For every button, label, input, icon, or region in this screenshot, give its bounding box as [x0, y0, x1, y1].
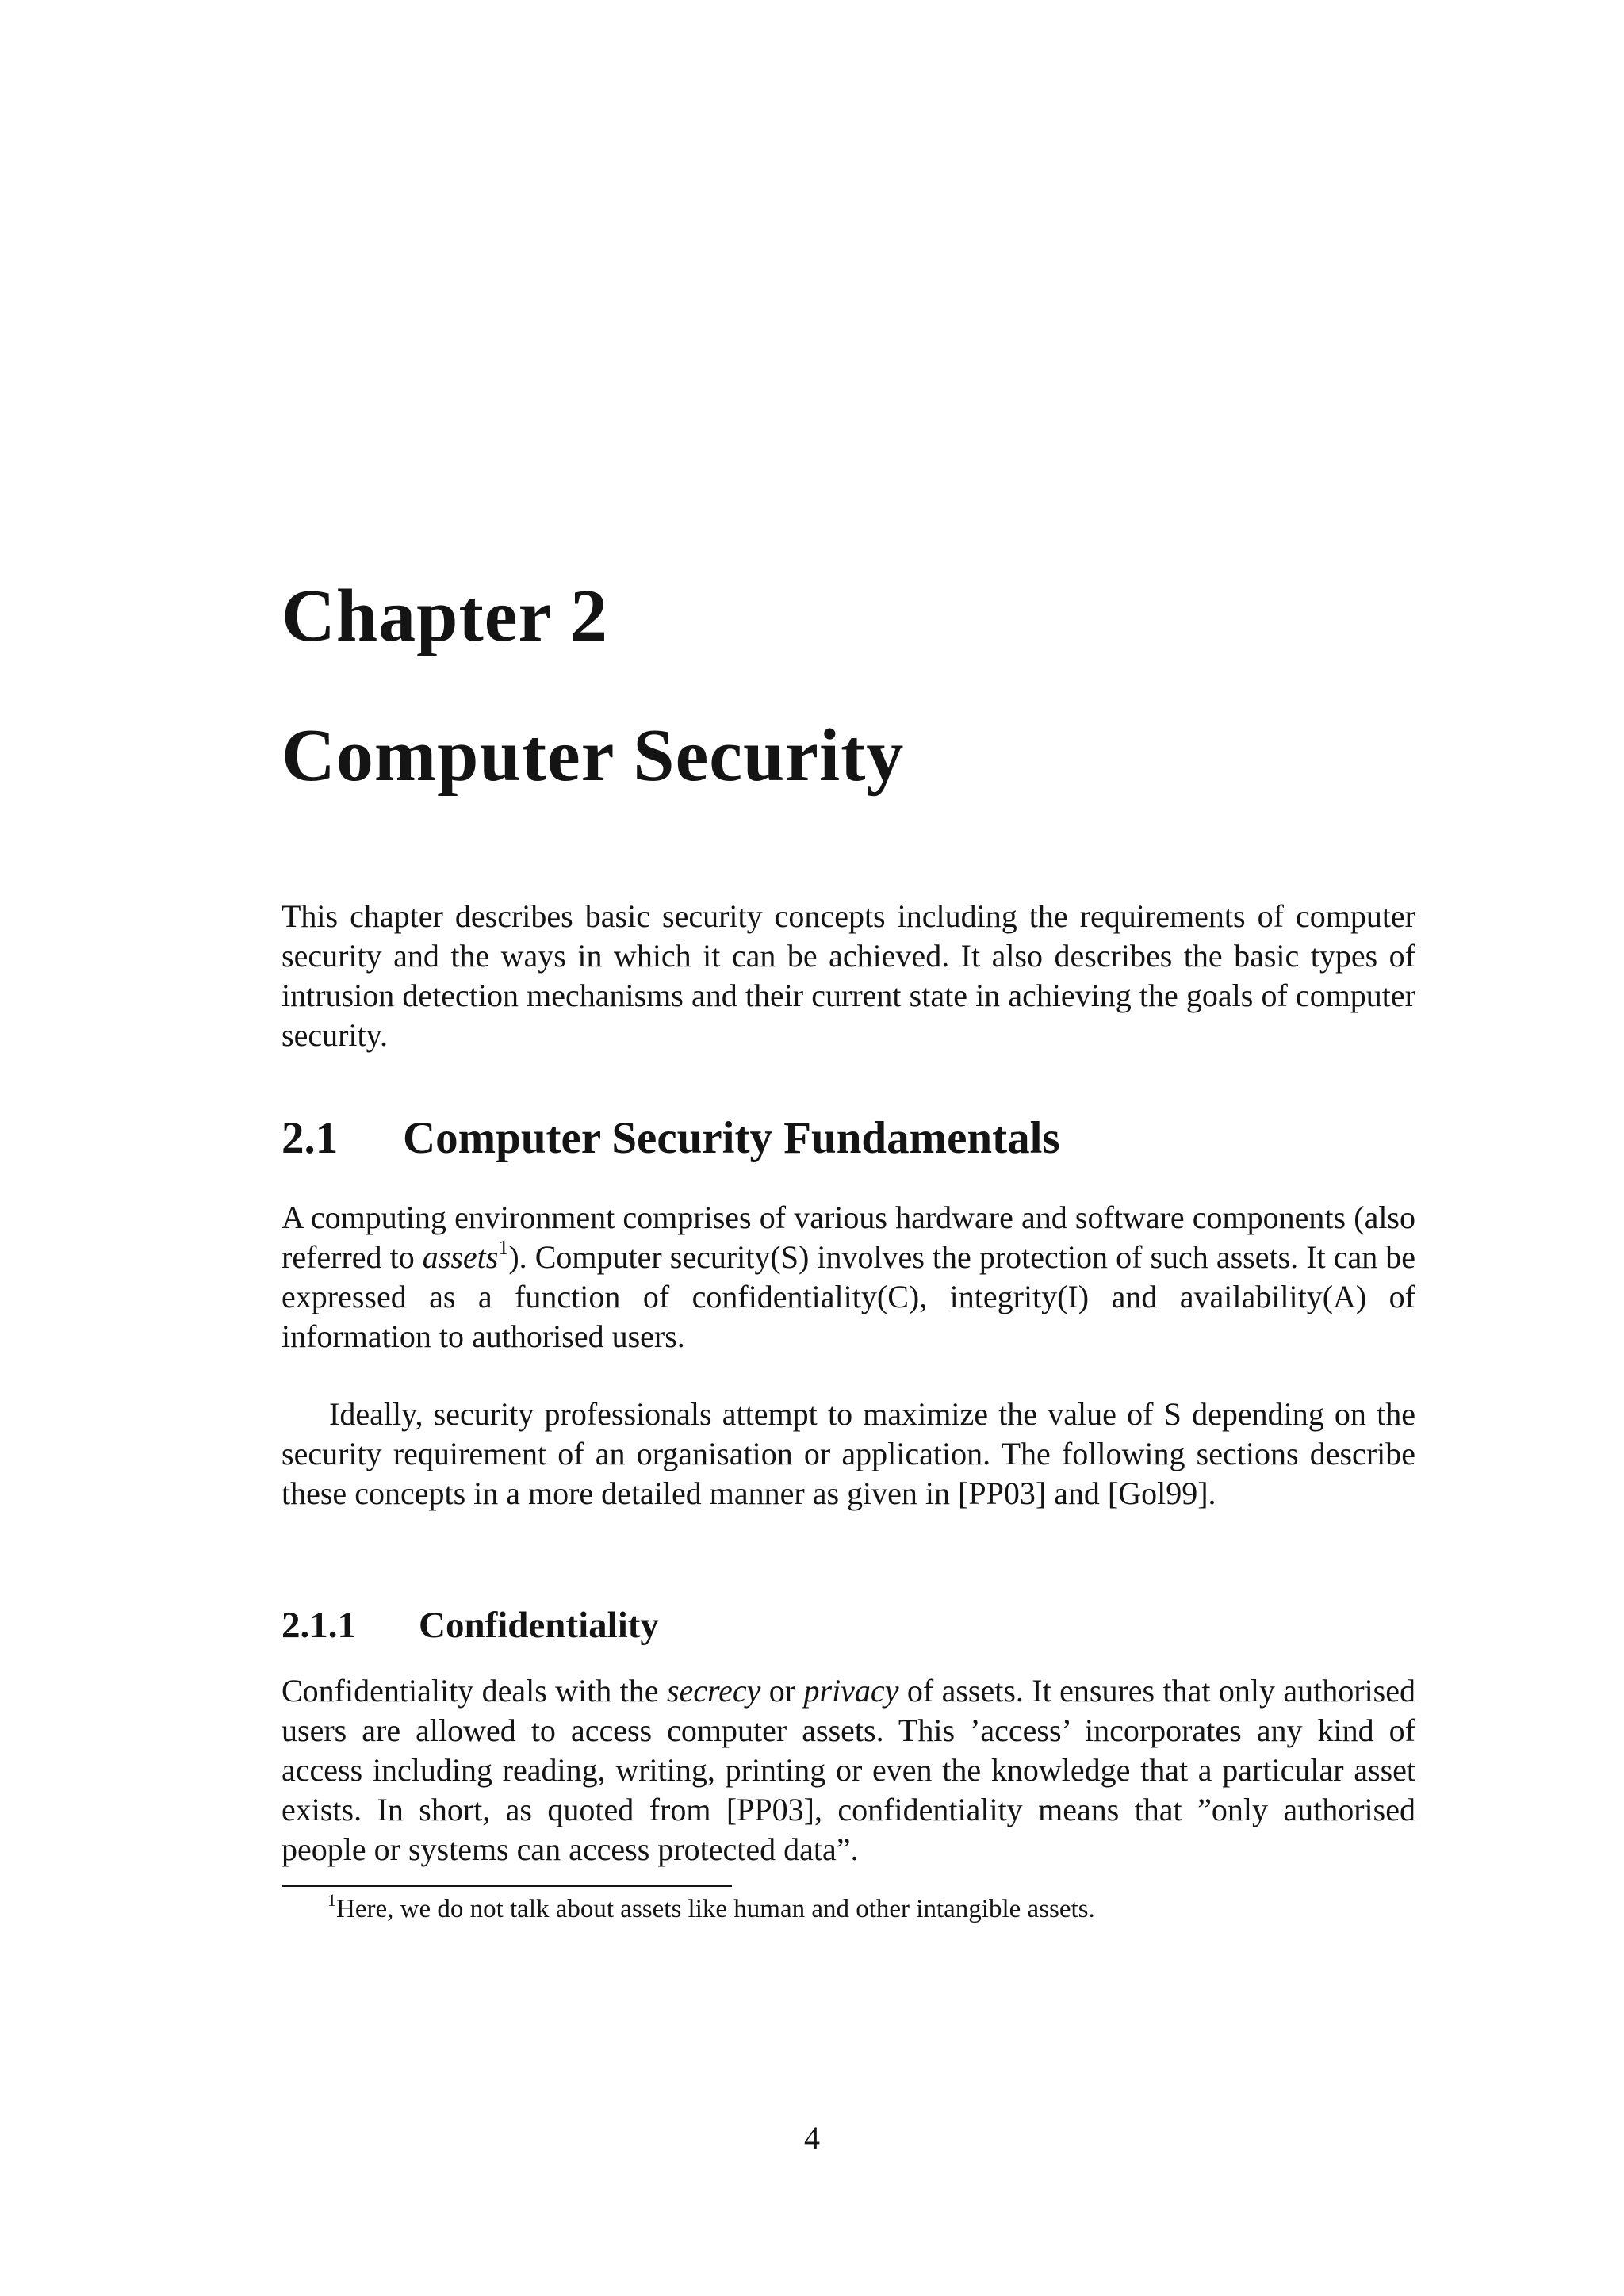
confidentiality-paragraph-block — [282, 1671, 1415, 1869]
section-heading — [282, 1112, 1060, 1165]
section-2-1-paragraph-2: Ideally, security professionals attempt to maximize the value of S depending on the security requirement of an organisation or application. The following sections describe these concepts in a more detailed manner as given in [PP03] and [Gol99]. — [282, 1396, 1415, 1511]
page-number: 4 — [804, 2120, 820, 2156]
privacy-term: privacy — [803, 1673, 899, 1709]
subsection-heading — [282, 1603, 659, 1647]
paragraph-text: A computing environment comprises of various hardware and software components (also referred to — [282, 1200, 1415, 1275]
footnote-reference[interactable]: 1 — [498, 1235, 509, 1259]
footnote — [282, 1890, 1415, 1925]
section-number: 2.1 — [282, 1113, 339, 1163]
subsection-number: 2.1.1 — [282, 1605, 356, 1646]
chapter-label: Chapter 2 — [282, 575, 608, 657]
footnote-divider — [282, 1885, 732, 1887]
paragraph-text: ). Computer security(S) involves the protection of such assets. It can be expressed as a function of confidentiality(C), integrity(I) and availability(A) of information to authorised users. — [282, 1239, 1416, 1354]
section-title: Computer Security Fundamentals — [403, 1113, 1060, 1163]
footnote-text: Here, we do not talk about assets like human and other intangible assets. — [336, 1895, 1095, 1923]
intro-paragraph: This chapter describes basic security concepts including the requirements of computer security and the ways in which it can be achieved. It also describes the basic types of intrusion detection mechanisms and their current state in achieving the goals of computer security. — [282, 898, 1415, 1053]
paragraph-text: or — [760, 1673, 804, 1709]
section-2-1-paragraph-1-block — [282, 1198, 1415, 1357]
section-2-1-paragraph-1 — [282, 1198, 1415, 1357]
paragraph-text: Confidentiality deals with the — [282, 1673, 667, 1709]
chapter-title: Computer Security — [282, 714, 905, 797]
confidentiality-paragraph — [282, 1671, 1415, 1869]
footnote-mark: 1 — [327, 1890, 336, 1910]
intro-block — [282, 897, 1415, 1055]
assets-term: assets — [422, 1239, 499, 1275]
subsection-title: Confidentiality — [419, 1605, 659, 1646]
section-2-1-paragraph-2-block — [282, 1395, 1415, 1513]
secrecy-term: secrecy — [666, 1673, 761, 1709]
paragraph-text: of assets. It ensures that only authorised users are allowed to access computer assets. This ’access’ incorporates any kind of access including reading, writing, printing or even the knowledge that a particular asset exists. In short, as quoted from [PP03], confidentiality means that ”only authorised people or systems can access protected data”. — [282, 1673, 1415, 1867]
